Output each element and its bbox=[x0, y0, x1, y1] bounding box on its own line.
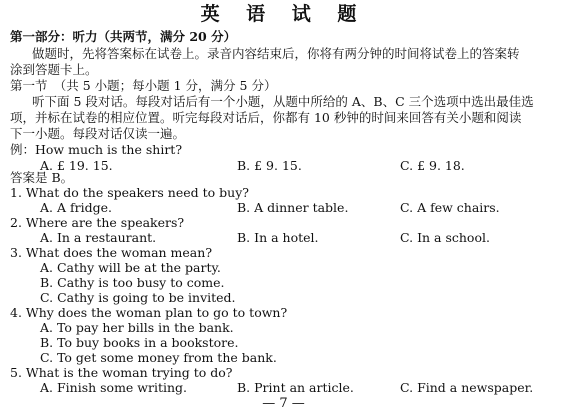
example-answer: 答案是 B。 bbox=[10, 170, 74, 185]
question-2-option-b: B. In a hotel. bbox=[237, 230, 319, 245]
example-option-c: C. £ 9. 18. bbox=[400, 158, 465, 173]
question-5: 5. What is the woman trying to do? bbox=[10, 365, 233, 380]
part1-heading: 第一部分：听力（共两节，满分 20 分） bbox=[10, 29, 237, 44]
section1-heading: 第一节 （共 5 小题；每小题 1 分，满分 5 分） bbox=[10, 78, 277, 93]
question-5-option-c: C. Find a newspaper. bbox=[400, 380, 534, 395]
question-3-option-c: C. Cathy is going to be invited. bbox=[40, 290, 236, 305]
section1-instr-line2: 项，并标在试卷的相应位置。听完每段对话后，你都有 10 秒钟的时间来回答有关小题和阅读 bbox=[10, 110, 522, 125]
question-3: 3. What does the woman mean? bbox=[10, 245, 213, 260]
question-2-option-c: C. In a school. bbox=[400, 230, 490, 245]
question-5-option-b: B. Print an article. bbox=[237, 380, 354, 395]
question-2: 2. Where are the speakers? bbox=[10, 215, 185, 230]
section1-instr-line1: 听下面 5 段对话。每段对话后有一个小题，从题中所给的 A、B、C 三个选项中选出最佳选 bbox=[32, 94, 534, 109]
page-title: 英 语 试 题 bbox=[200, 3, 367, 25]
question-4-option-b: B. To buy books in a bookstore. bbox=[40, 335, 239, 350]
question-5-option-a: A. Finish some writing. bbox=[40, 380, 188, 395]
example-option-b: B. £ 9. 15. bbox=[237, 158, 302, 173]
question-1-option-c: C. A few chairs. bbox=[400, 200, 500, 215]
question-3-option-a: A. Cathy will be at the party. bbox=[40, 260, 221, 275]
question-4-option-c: C. To get some money from the bank. bbox=[40, 350, 277, 365]
part1-intro-line1: 做题时，先将答案标在试卷上。录音内容结束后，你将有两分钟的时间将试卷上的答案转 bbox=[32, 46, 520, 61]
question-1: 1. What do the speakers need to buy? bbox=[10, 185, 249, 200]
question-1-option-b: B. A dinner table. bbox=[237, 200, 349, 215]
part1-intro-line2: 涂到答题卡上。 bbox=[10, 62, 98, 77]
example-option-a: A. £ 19. 15. bbox=[40, 158, 113, 173]
page-number: — 7 — bbox=[262, 396, 305, 411]
question-1-option-a: A. A fridge. bbox=[40, 200, 112, 215]
question-3-option-b: B. Cathy is too busy to come. bbox=[40, 275, 225, 290]
example-question: 例：How much is the shirt? bbox=[10, 142, 183, 157]
question-4: 4. Why does the woman plan to go to town? bbox=[10, 305, 288, 320]
question-4-option-a: A. To pay her bills in the bank. bbox=[40, 320, 234, 335]
question-2-option-a: A. In a restaurant. bbox=[40, 230, 157, 245]
section1-instr-line3: 下一小题。每段对话仅读一遍。 bbox=[10, 126, 186, 141]
